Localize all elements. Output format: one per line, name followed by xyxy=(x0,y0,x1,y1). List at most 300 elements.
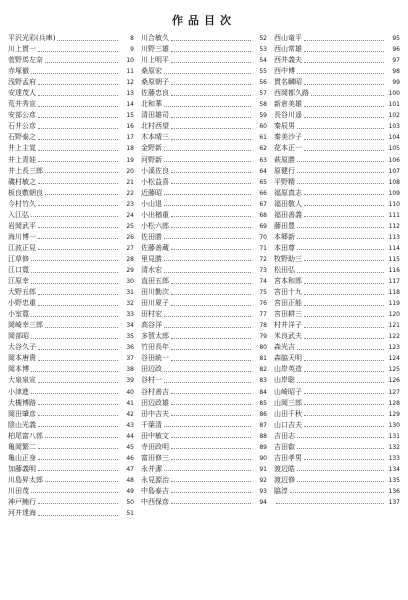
page-number: 65 xyxy=(259,178,267,186)
leader-dots xyxy=(31,215,118,217)
page-number: 137 xyxy=(388,498,400,506)
artist-name: 河野新 xyxy=(141,155,162,164)
artist-name: 荒井秀宣 xyxy=(8,100,36,109)
page-number: 41 xyxy=(126,399,134,407)
leader-dots xyxy=(45,326,118,328)
artist-name: 大槻博路 xyxy=(8,398,36,407)
artist-name: 小津進 xyxy=(8,387,29,396)
leader-dots xyxy=(171,127,251,129)
page-number: 127 xyxy=(388,388,400,396)
toc-column-1 xyxy=(8,33,134,519)
leader-dots xyxy=(171,282,251,284)
artist-name: 桑原朝子 xyxy=(141,78,169,87)
toc-entry xyxy=(141,221,267,232)
leader-dots xyxy=(304,204,384,206)
page-number: 18 xyxy=(126,145,134,153)
artist-name: 川上明平 xyxy=(141,56,169,65)
toc-entry xyxy=(8,287,134,298)
toc-entry xyxy=(274,44,400,55)
page-title: 作品目次 xyxy=(172,14,236,27)
leader-dots xyxy=(38,50,118,52)
leader-dots xyxy=(297,127,384,129)
leader-dots xyxy=(164,193,251,195)
page-number: 9 xyxy=(130,46,134,54)
toc-entry xyxy=(8,33,134,44)
leader-dots xyxy=(297,381,384,383)
artist-name: 秦辰男 xyxy=(274,122,295,131)
page-number: 60 xyxy=(259,123,267,131)
leader-dots xyxy=(38,105,118,107)
toc-entry xyxy=(274,188,400,199)
toc-entry xyxy=(8,508,134,519)
toc-entry xyxy=(141,298,267,309)
toc-entry xyxy=(274,232,400,243)
leader-dots xyxy=(171,94,251,96)
toc-entry xyxy=(8,66,134,77)
page-number: 51 xyxy=(126,510,134,518)
toc-entry xyxy=(141,177,267,188)
page-number: 91 xyxy=(259,465,267,473)
artist-name: 川島昇太郎 xyxy=(8,475,43,484)
toc-entry xyxy=(8,265,134,276)
page-number: 133 xyxy=(388,454,400,462)
toc-entry xyxy=(141,497,267,508)
page-number: 61 xyxy=(259,134,267,142)
leader-dots xyxy=(276,502,384,504)
page-number: 88 xyxy=(259,432,267,440)
artist-name: 秦美沙子 xyxy=(274,133,302,142)
toc-entry xyxy=(274,143,400,154)
toc-entry xyxy=(8,143,134,154)
artist-name: 木本晴三 xyxy=(141,133,169,142)
leader-dots xyxy=(304,138,384,140)
leader-dots xyxy=(164,149,251,151)
page-number: 71 xyxy=(259,244,267,252)
leader-dots xyxy=(38,304,118,306)
toc-entry xyxy=(274,398,400,409)
page-number: 109 xyxy=(388,189,400,197)
artist-name: 井上長三郎 xyxy=(8,166,43,175)
page-number: 77 xyxy=(259,311,267,319)
toc-entry xyxy=(8,132,134,143)
artist-name: 西山竜平 xyxy=(274,34,302,42)
toc-entry xyxy=(274,99,400,110)
page-number: 121 xyxy=(388,322,400,330)
artist-name: 大野五郎 xyxy=(8,288,36,297)
leader-dots xyxy=(38,204,118,206)
artist-name: 渡辺皓 xyxy=(274,464,295,473)
leader-dots xyxy=(45,436,118,438)
leader-dots xyxy=(297,436,384,438)
toc-entry xyxy=(8,475,134,486)
leader-dots xyxy=(297,171,384,173)
artist-name: 原健行 xyxy=(274,166,295,175)
toc-entry xyxy=(141,210,267,221)
artist-name: 江草修 xyxy=(8,254,29,263)
page-number: 50 xyxy=(126,498,134,506)
page-number: 118 xyxy=(388,289,400,297)
leader-dots xyxy=(297,237,384,239)
page-number: 114 xyxy=(388,244,400,252)
leader-dots xyxy=(31,337,118,339)
page-number: 48 xyxy=(126,476,134,484)
leader-dots xyxy=(304,149,384,151)
artist-name: 森光吉 xyxy=(274,343,295,352)
page-number: 22 xyxy=(126,189,134,197)
page-number: 43 xyxy=(126,421,134,429)
artist-name: 中西保彦 xyxy=(141,497,169,506)
artist-name: 岡本唐貴 xyxy=(8,354,36,363)
leader-dots xyxy=(38,359,118,361)
artist-name: 寺田政明 xyxy=(141,442,169,451)
leader-dots xyxy=(171,116,251,118)
page-number: 10 xyxy=(126,57,134,65)
toc-entry xyxy=(8,210,134,221)
toc-entry xyxy=(274,265,400,276)
page-number: 47 xyxy=(126,465,134,473)
page-number: 33 xyxy=(126,311,134,319)
artist-name: 陰山光義 xyxy=(8,420,36,429)
toc-entry xyxy=(8,221,134,232)
leader-dots xyxy=(171,171,251,173)
page-number: 28 xyxy=(126,255,134,263)
artist-name: 西岡都久路 xyxy=(274,89,309,98)
toc-entry xyxy=(8,497,134,508)
page-number: 13 xyxy=(126,90,134,98)
artist-name: 江波正見 xyxy=(8,243,36,252)
artist-name: 永見源治 xyxy=(141,475,169,484)
toc-entry xyxy=(8,232,134,243)
toc-entry xyxy=(141,132,267,143)
artist-name: 谷村善吉 xyxy=(141,387,169,396)
leader-dots xyxy=(290,491,384,493)
artist-name: 山岸英造 xyxy=(274,365,302,374)
artist-name: 吉田孝男 xyxy=(274,453,302,462)
artist-name: 田辺政雄 xyxy=(141,398,169,407)
artist-name: 宮田十九 xyxy=(274,288,302,297)
page-number: 79 xyxy=(259,333,267,341)
page-number: 34 xyxy=(126,322,134,330)
page-number: 95 xyxy=(392,35,400,42)
page-number: 132 xyxy=(388,443,400,451)
artist-name: 佐藤善蔵 xyxy=(141,243,169,252)
toc-entry xyxy=(8,77,134,88)
artist-name: 田村宏 xyxy=(141,310,162,319)
page-number: 96 xyxy=(392,46,400,54)
leader-dots xyxy=(304,259,384,261)
artist-name: 山岸聡 xyxy=(274,376,295,385)
artist-name: 浅野孟府 xyxy=(8,78,36,87)
artist-name: 西井義夫 xyxy=(274,56,302,65)
page-number: 123 xyxy=(388,344,400,352)
leader-dots xyxy=(164,271,251,273)
page-number: 46 xyxy=(126,454,134,462)
toc-entry xyxy=(274,166,400,177)
artist-name: 金野新 xyxy=(141,144,162,153)
leader-dots xyxy=(38,469,118,471)
artist-name: 菅野馬左奈 xyxy=(8,56,43,65)
artist-name: 福田敬人 xyxy=(274,199,302,208)
artist-name: 田中敏文 xyxy=(141,431,169,440)
artist-name: 西山常雄 xyxy=(274,45,302,54)
artist-name: 貫名麟昭 xyxy=(274,78,302,87)
leader-dots xyxy=(31,72,118,74)
leader-dots xyxy=(171,447,251,449)
page-number: 67 xyxy=(259,200,267,208)
leader-dots xyxy=(297,271,384,273)
toc-entry xyxy=(274,177,400,188)
artist-name: 新倉美雄 xyxy=(274,100,302,109)
toc-entry xyxy=(274,254,400,265)
leader-dots xyxy=(38,116,118,118)
artist-name: 長谷川遥 xyxy=(274,111,302,120)
toc-entry xyxy=(8,420,134,431)
leader-dots xyxy=(38,381,118,383)
leader-dots xyxy=(311,94,384,96)
toc-entry xyxy=(8,387,134,398)
artist-name: 岡崎幸三郎 xyxy=(8,321,43,330)
page-number: 135 xyxy=(388,476,400,484)
toc-entry xyxy=(274,409,400,420)
page-number: 32 xyxy=(126,300,134,308)
artist-name: 田川勤次 xyxy=(141,288,169,297)
page-number: 29 xyxy=(126,266,134,274)
artist-name: 桑原宏 xyxy=(141,67,162,76)
toc-entry xyxy=(274,453,400,464)
artist-name: 山口吉夫 xyxy=(274,420,302,429)
leader-dots xyxy=(171,502,251,504)
page-number: 39 xyxy=(126,377,134,385)
page-number: 30 xyxy=(126,278,134,286)
leader-dots xyxy=(164,259,251,261)
leader-dots xyxy=(297,182,384,184)
artist-name: 川上貫一 xyxy=(8,45,36,54)
toc-entry xyxy=(141,110,267,121)
toc-entry xyxy=(274,55,400,66)
toc-entry xyxy=(274,342,400,353)
artist-name: 村井洋子 xyxy=(274,321,302,330)
toc-entry xyxy=(141,364,267,375)
page-number: 27 xyxy=(126,244,134,252)
leader-dots xyxy=(297,469,384,471)
page-number: 122 xyxy=(388,333,400,341)
toc-entry xyxy=(8,453,134,464)
toc-entry xyxy=(274,442,400,453)
toc-entry xyxy=(141,243,267,254)
leader-dots xyxy=(38,83,118,85)
page-number: 136 xyxy=(388,487,400,495)
leader-dots xyxy=(171,182,251,184)
leader-dots xyxy=(38,348,118,350)
toc-entry xyxy=(8,243,134,254)
artist-name: 田辺政 xyxy=(141,365,162,374)
leader-dots xyxy=(304,315,384,317)
page-number: 78 xyxy=(259,322,267,330)
leader-dots xyxy=(38,502,118,504)
leader-dots xyxy=(171,458,251,460)
leader-dots xyxy=(304,414,384,416)
leader-dots xyxy=(304,392,384,394)
page-number: 21 xyxy=(126,178,134,186)
artist-name: 柏尾富八郎 xyxy=(8,431,43,440)
leader-dots xyxy=(164,105,251,107)
artist-name: 花本正一 xyxy=(274,144,302,153)
leader-dots xyxy=(171,293,251,295)
artist-name: 谷田統一 xyxy=(141,354,169,363)
toc-entry xyxy=(274,88,400,99)
leader-dots xyxy=(171,50,251,52)
page-number: 115 xyxy=(388,255,400,263)
toc-entry xyxy=(274,353,400,364)
toc-entry xyxy=(274,331,400,342)
leader-dots xyxy=(304,50,384,52)
leader-dots xyxy=(164,425,251,427)
leader-dots xyxy=(45,193,118,195)
page-number: 15 xyxy=(126,112,134,120)
toc-entry xyxy=(8,431,134,442)
artist-name: 山岡三郎 xyxy=(274,398,302,407)
toc-entry xyxy=(8,110,134,121)
toc-entry xyxy=(274,420,400,431)
artist-name: 藤田豊 xyxy=(274,221,295,230)
toc-entry xyxy=(8,298,134,309)
toc-entry xyxy=(8,409,134,420)
toc-entry xyxy=(141,33,267,44)
leader-dots xyxy=(164,237,251,239)
artist-name: 宮本和郎 xyxy=(274,277,302,286)
leader-dots xyxy=(171,436,251,438)
artist-name: 石井公彦 xyxy=(8,122,36,131)
toc-entry xyxy=(274,486,400,497)
page-number: 66 xyxy=(259,189,267,197)
artist-name: 海川博一 xyxy=(8,232,36,241)
toc-entry xyxy=(141,232,267,243)
page-number: 70 xyxy=(259,233,267,241)
artist-name: 石野泰之 xyxy=(8,133,36,142)
toc-entry xyxy=(274,77,400,88)
leader-dots xyxy=(304,61,384,63)
leader-dots xyxy=(31,315,118,317)
artist-name: 大谷久子 xyxy=(8,343,36,352)
artist-name: 亀山正身 xyxy=(8,453,36,462)
page-number: 59 xyxy=(259,112,267,120)
toc-entry xyxy=(274,475,400,486)
artist-name: 中島泰吉 xyxy=(141,486,169,495)
artist-name: 脇淳 xyxy=(274,486,288,495)
page-number: 94 xyxy=(259,498,267,506)
page-number: 84 xyxy=(259,388,267,396)
page-number: 105 xyxy=(388,145,400,153)
page-number: 57 xyxy=(259,90,267,98)
leader-dots xyxy=(171,215,251,217)
leader-dots xyxy=(304,116,384,118)
page-number: 64 xyxy=(259,167,267,175)
leader-dots xyxy=(164,315,251,317)
leader-dots xyxy=(304,193,384,195)
page-number: 76 xyxy=(259,300,267,308)
toc-entry xyxy=(141,77,267,88)
toc-entry xyxy=(8,121,134,132)
toc-entry xyxy=(8,442,134,453)
leader-dots xyxy=(297,447,384,449)
leader-dots xyxy=(38,94,118,96)
leader-dots xyxy=(38,458,118,460)
toc-entry xyxy=(8,486,134,497)
artist-name: 里見勝 xyxy=(141,254,162,263)
toc-columns xyxy=(8,33,400,519)
toc-entry xyxy=(274,155,400,166)
toc-entry xyxy=(8,309,134,320)
page-number: 31 xyxy=(126,289,134,297)
leader-dots xyxy=(304,83,384,85)
page-number: 117 xyxy=(388,278,400,286)
page-number: 106 xyxy=(388,156,400,164)
page-number: 53 xyxy=(259,46,267,54)
page-number: 82 xyxy=(259,366,267,374)
leader-dots xyxy=(304,39,384,41)
artist-name: 川合敏久 xyxy=(141,34,169,42)
leader-dots xyxy=(171,83,251,85)
artist-name: 千葉清 xyxy=(141,420,162,429)
page-number: 36 xyxy=(126,344,134,352)
page-number: 83 xyxy=(259,377,267,385)
artist-name: 岡田肇彦 xyxy=(8,409,36,418)
page-number: 110 xyxy=(388,200,400,208)
toc-entry xyxy=(274,276,400,287)
artist-name: 磯村敏之 xyxy=(8,177,36,186)
artist-name: 北和華 xyxy=(141,100,162,109)
leader-dots xyxy=(171,39,251,41)
page-number: 11 xyxy=(126,68,134,76)
artist-name: 岡部昭 xyxy=(8,332,29,341)
leader-dots xyxy=(38,182,118,184)
page-number: 120 xyxy=(388,311,400,319)
page-number: 23 xyxy=(126,200,134,208)
artist-name: 牧野助三 xyxy=(274,254,302,263)
artist-name: 小山退 xyxy=(141,199,162,208)
page-number: 68 xyxy=(259,211,267,219)
toc-entry xyxy=(8,199,134,210)
page-number: 81 xyxy=(259,355,267,363)
toc-entry xyxy=(141,88,267,99)
leader-dots xyxy=(304,326,384,328)
page-number: 87 xyxy=(259,421,267,429)
toc-entry xyxy=(141,331,267,342)
toc-entry xyxy=(8,398,134,409)
toc-entry xyxy=(274,33,400,44)
page-number: 58 xyxy=(259,101,267,109)
leader-dots xyxy=(304,215,384,217)
leader-dots xyxy=(171,61,251,63)
page-number: 75 xyxy=(259,289,267,297)
leader-dots xyxy=(164,381,251,383)
page-number: 73 xyxy=(259,266,267,274)
artist-name: 井上青娃 xyxy=(8,155,36,164)
page-number: 54 xyxy=(259,57,267,65)
page-number: 100 xyxy=(388,90,400,98)
page-number: 104 xyxy=(388,134,400,142)
artist-name: 竹田長年 xyxy=(141,343,169,352)
page-number: 102 xyxy=(388,112,400,120)
page-number: 40 xyxy=(126,388,134,396)
leader-dots xyxy=(171,414,251,416)
toc-entry xyxy=(8,155,134,166)
leader-dots xyxy=(31,370,118,372)
toc-entry xyxy=(274,298,400,309)
leader-dots xyxy=(38,514,118,516)
page-number: 90 xyxy=(259,454,267,462)
page-number: 112 xyxy=(388,222,400,230)
